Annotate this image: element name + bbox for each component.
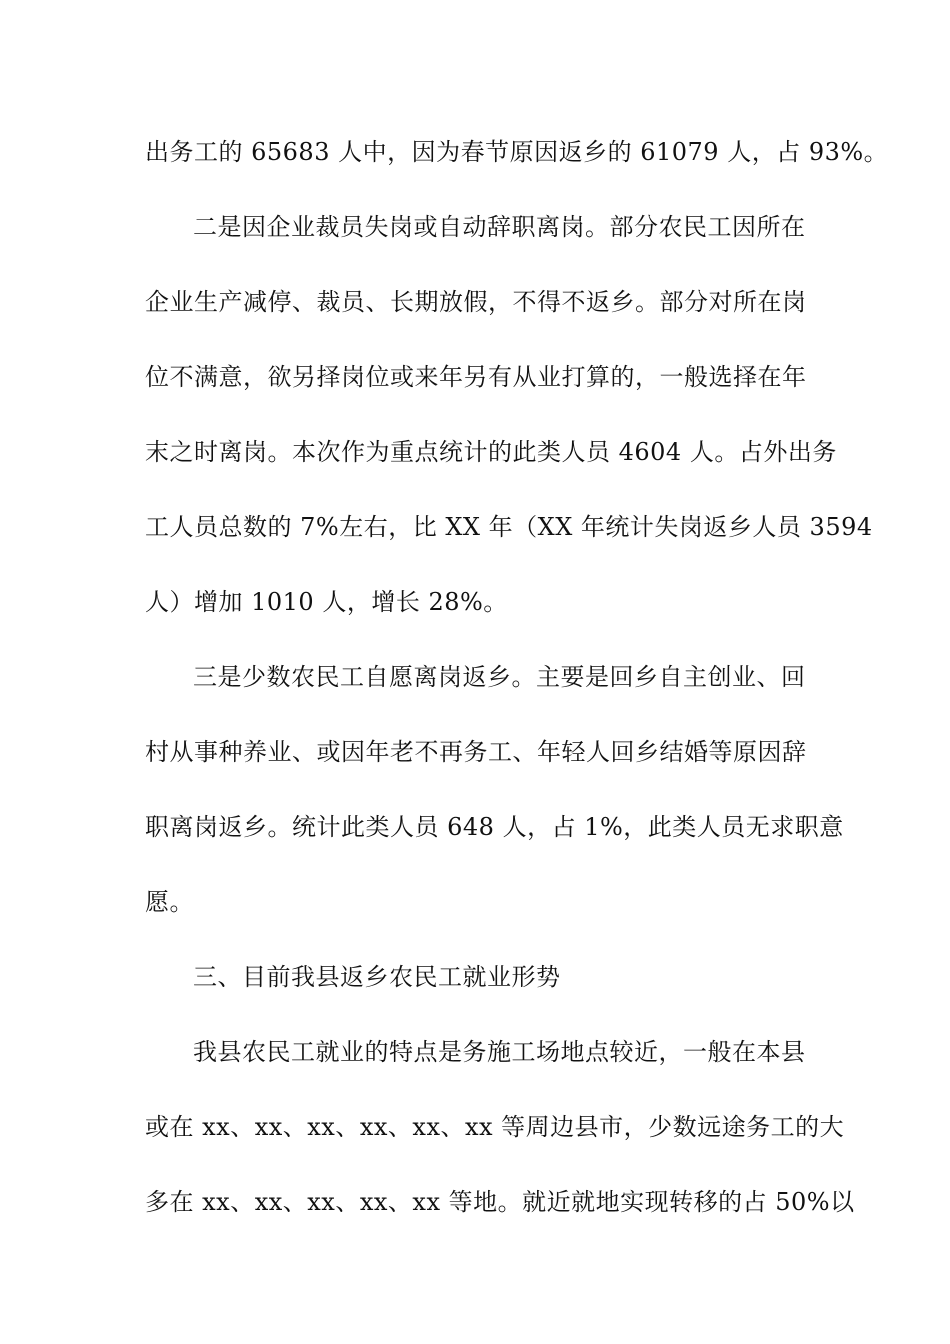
paragraph-line: 企业生产减停、裁员、长期放假，不得不返乡。部分对所在岗 xyxy=(145,288,807,316)
paragraph-line: 村从事种养业、或因年老不再务工、年轻人回乡结婚等原因辞 xyxy=(145,738,807,766)
paragraph-line: 我县农民工就业的特点是务施工场地点较近，一般在本县 xyxy=(193,1038,806,1066)
paragraph-line: 三是少数农民工自愿离岗返乡。主要是回乡自主创业、回 xyxy=(193,663,806,691)
paragraph-line: 多在 xx、xx、xx、xx、xx 等地。就近就地实现转移的占 50%以 xyxy=(145,1188,855,1216)
paragraph-line: 末之时离岗。本次作为重点统计的此类人员 4604 人。占外出务 xyxy=(145,438,837,466)
paragraph-line: 职离岗返乡。统计此类人员 648 人，占 1%，此类人员无求职意 xyxy=(145,813,844,841)
paragraph-line: 出务工的 65683 人中，因为春节原因返乡的 61079 人，占 93%。 xyxy=(145,138,889,166)
section-heading: 三、目前我县返乡农民工就业形势 xyxy=(193,963,561,991)
paragraph-line: 二是因企业裁员失岗或自动辞职离岗。部分农民工因所在 xyxy=(193,213,806,241)
paragraph-line: 或在 xx、xx、xx、xx、xx、xx 等周边县市，少数远途务工的大 xyxy=(145,1113,845,1141)
paragraph-line: 愿。 xyxy=(145,888,194,916)
paragraph-line: 位不满意，欲另择岗位或来年另有从业打算的，一般选择在年 xyxy=(145,363,807,391)
paragraph-line: 工人员总数的 7%左右，比 XX 年（XX 年统计失岗返乡人员 3594 xyxy=(145,513,873,541)
paragraph-line: 人）增加 1010 人，增长 28%。 xyxy=(145,588,508,616)
